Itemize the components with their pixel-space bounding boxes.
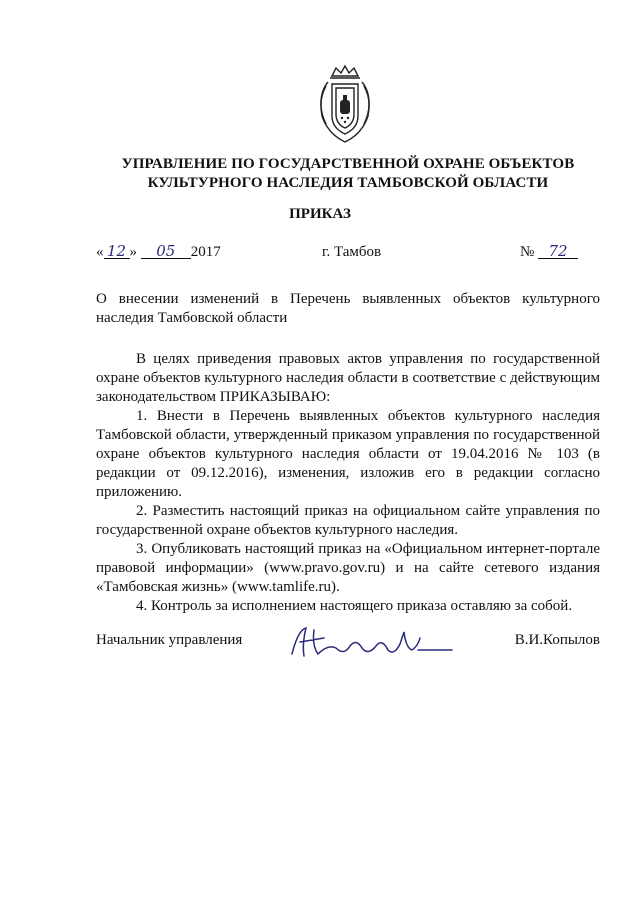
document-date <box>96 244 221 261</box>
body-item-3: 3. Опубликовать настоящий приказ на «Официальном интернет-портале правовой информации» (www.pravo.gov.ru) и на сайте сетевого издания «Тамбовская жизнь» (www.tamlife.ru). <box>96 541 600 595</box>
signatory-title: Начальник управления <box>96 632 243 648</box>
coat-of-arms-emblem <box>312 64 378 146</box>
number-label: № <box>520 244 535 260</box>
date-year: 2017 <box>190 244 221 260</box>
org-line-2: КУЛЬТУРНОГО НАСЛЕДИЯ ТАМБОВСКОЙ ОБЛАСТИ <box>147 175 549 191</box>
document-body <box>96 350 600 616</box>
date-day: 12 <box>104 244 130 259</box>
document-type: ПРИКАЗ <box>289 206 351 222</box>
organization-name <box>80 155 616 193</box>
body-item-2: 2. Разместить настоящий приказ на официальном сайте управления по государственной охране объектов культурного наследия. <box>96 503 600 538</box>
document-city: г. Тамбов <box>322 244 382 260</box>
org-line-1: УПРАВЛЕНИЕ ПО ГОСУДАРСТВЕННОЙ ОХРАНЕ ОБЪЕКТОВ <box>121 156 575 172</box>
number-value: 72 <box>538 244 578 259</box>
signatory-name: В.И.Копылов <box>514 632 600 648</box>
date-quote-close: » <box>129 244 137 260</box>
signature-block <box>96 624 600 664</box>
date-quote-open: « <box>96 244 104 260</box>
document-subject: О внесении изменений в Перечень выявленных объектов культурного наследия Тамбовской области <box>96 291 600 326</box>
date-month: 05 <box>141 244 191 259</box>
body-intro: В целях приведения правовых актов управления по государственной охране объектов культурного наследия области в соответствие с действующим законодательством ПРИКАЗЫВАЮ: <box>96 351 600 405</box>
body-item-1: 1. Внести в Перечень выявленных объектов культурного наследия Тамбовской области, утвержденный приказом управления по государственной охране объектов культурного наследия области от 19.04.2016 № 103 (в редакции от 09.12.2016), изменения, изложив его в редакции согласно приложению. <box>96 408 600 500</box>
body-item-4: 4. Контроль за исполнением настоящего приказа оставляю за собой. <box>136 598 573 614</box>
document-number <box>520 244 578 261</box>
handwritten-signature <box>284 624 454 664</box>
